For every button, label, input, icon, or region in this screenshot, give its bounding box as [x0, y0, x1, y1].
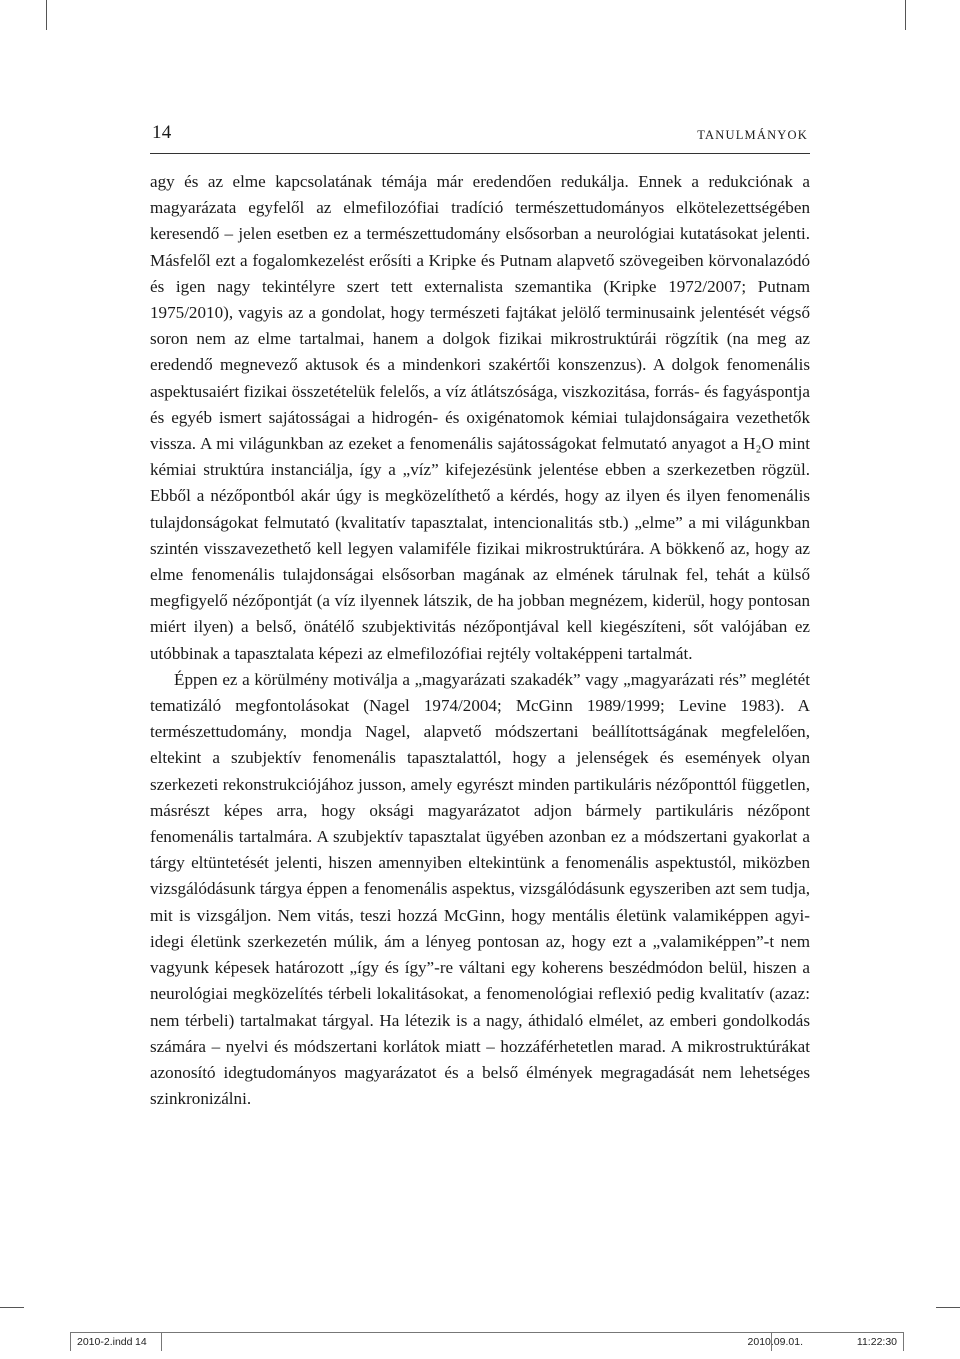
- section-title: TANULMÁNYOK: [697, 128, 808, 142]
- crop-mark-top-right: [905, 0, 906, 30]
- paragraph-1: agy és az elme kapcsolatának témája már eredendően redukálja. Ennek a redukciónak a magyarázata egyfelől az elmefilozófiai tradíció természettudományos elkötelezettségében keresendő – jelen esetben ez a természettudomány elsősorban a neurológiai kutatásokat jelenti. Másfelől ezt a fogalomkezelést erősíti a Kripke és Putnam alapvető szövegeiben körvonalazódó és igen nagy tekintélyre szert tett externalista szemantika (Kripke 1972/2007; Putnam 1975/2010), vagyis az a gondolat, hogy természeti fajtákat jelölő terminusaink jelentését végső soron nem az elme tartalmai, hanem a dolgok fizikai mikrostruktúrái rögzítik (na meg az eredendő megnevező aktusok és a mindenkori szakértői konszenzus). A dolgok fenomenális aspektusaiért fizikai összetételük felelős, a víz átlátszósága, viszkozitása, forrás- és fagyáspontja és egyéb ismert sajátosságai a hidrogén- és oxigénatomok kémiai tulajdonságaira vezethetők vissza. A mi világunkban az ezeket a fenomenális sajátosságokat felmutató anyagot a H₂O mint kémiai struktúra instanciálja, így a „víz” kifejezésünk jelentése ebben a szerkezetben rögzül. Ebből a nézőpontból akár úgy is megközelíthető a kérdés, hogy az ilyen és ilyen fenomenális tulajdonságokat felmutató (kvalitatív tapasztalat, intencionalitás stb.) „elme” a mi világunkban szintén visszavezethető kell legyen valamiféle fizikai mikrostruktúrára. A bökkenő az, hogy az elme fenomenális tulajdonságai elsősorban magának az elmének tárulnak fel, tehát a külső megfigyelő nézőpontját (a víz ilyennek látszik, de ha jobban megnézem, kiderül, hogy pontosan miért ilyen) a belső, önátélő szubjektivitás nézőpontjával kell kiegészíteni, sőt valójában ez utóbbinak a tapasztalata képezi az elmefilozófiai rejtély voltaképpeni tartalmát.: [150, 172, 810, 663]
- slug-filename: 2010-2.indd: [77, 1336, 133, 1348]
- header-rule: [150, 153, 810, 154]
- crop-mark-top-left: [46, 0, 47, 30]
- crop-mark-left: [0, 1307, 24, 1308]
- article-body: [150, 169, 810, 1112]
- print-slug: [70, 1332, 904, 1351]
- slug-time: 11:22:30: [856, 1336, 897, 1348]
- crop-mark-right: [936, 1307, 960, 1308]
- slug-date: 2010.09.01.: [747, 1336, 803, 1348]
- page-number: 14: [152, 122, 172, 143]
- slug-page: 14: [135, 1336, 147, 1348]
- paragraph-2: Éppen ez a körülmény motiválja a „magyarázati szakadék” vagy „magyarázati rés” meglétét tematizáló megfontolásokat (Nagel 1974/2004; McGinn 1989/1999; Levine 1983). A természettudomány, mondja Nagel, alapvető módszertani beállítottságának megfelelően, eltekint a szubjektív fenomenális tapasztalattól, hogy a jelenségek és események olyan szerkezeti rekonstrukciójához jusson, amely egyrészt minden partikuláris nézőponttól független, másrészt képes arra, hogy oksági magyarázatot adjon bármely partikuláris nézőpont fenomenális tartalmára. A szubjektív tapasztalat ügyében azonban ez a módszertani gyakorlat a tárgy eltüntetését jelenti, hiszen amennyiben eltekintünk a fenomenális aspektustól, miközben vizsgálódásunk tárgya éppen a fenomenális aspektus, vizsgálódásunk egyszeriben azt sem tudja, mit is vizsgáljon. Nem vitás, teszi hozzá McGinn, hogy mentális életünk valamiképpen agyi-idegi életünk szerkezetén múlik, ám a lényeg pontosan az, hogy ezt a „valamiképpen”-t nem vagyunk képesek határozott „így és így”-re váltani egy koherens beszédmódon belül, hiszen a neurológiai megközelítés térbeli lokalitásokat, a fenomenológiai reflexió pedig kvalitatív (azaz: nem térbeli) tartalmakat tárgyal. Ha létezik is a nagy, áthidaló elmélet, az emberi gondolkodás számára – nyelvi és módszertani korlátok miatt – hozzáférhetetlen marad. A mikrostruktúrákat azonosító idegtudományos magyarázatot és a belső élmények megragadását nem lehetséges szinkronizálni.: [150, 669, 810, 1109]
- slug-divider: [161, 1333, 162, 1351]
